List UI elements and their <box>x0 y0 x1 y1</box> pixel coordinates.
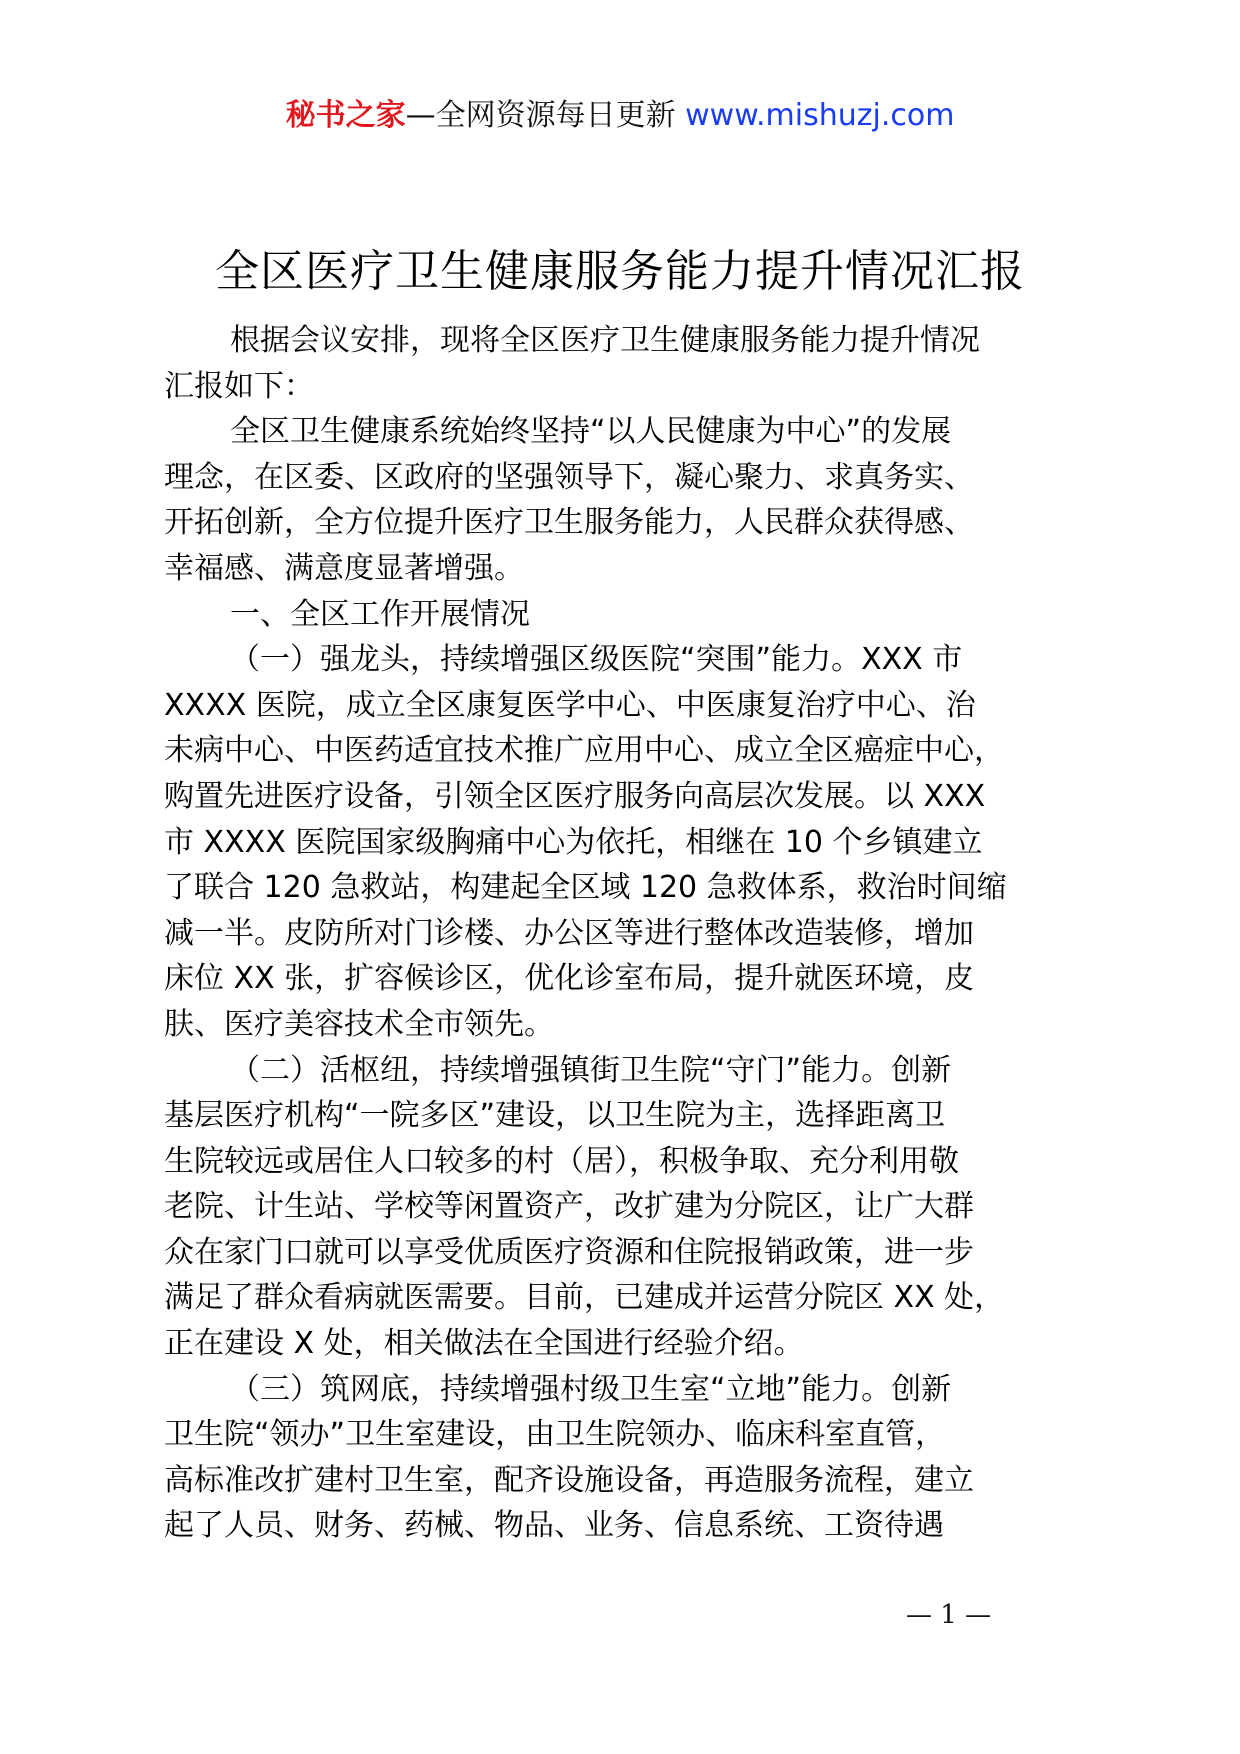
paragraph-line: 未病中心、中医药适宜技术推广应用中心、成立全区癌症中心， <box>164 733 1004 769</box>
paragraph-line: 开拓创新，全方位提升医疗卫生服务能力，人民群众获得感、 <box>164 505 974 541</box>
section-heading: 一、全区工作开展情况 <box>230 596 530 632</box>
paragraph-line: 正在建设 X 处，相关做法在全国进行经验介绍。 <box>164 1326 804 1362</box>
document-title: 全区医疗卫生健康服务能力提升情况汇报 <box>215 246 1025 297</box>
paragraph-line: 老院、计生站、学校等闲置资产，改扩建为分院区，让广大群 <box>164 1189 974 1225</box>
document-body <box>164 318 1104 1549</box>
paragraph-line: 众在家门口就可以享受优质医疗资源和住院报销政策，进一步 <box>164 1234 974 1270</box>
paragraph-line: 汇报如下： <box>164 368 314 404</box>
paragraph-line: 减一半。皮防所对门诊楼、办公区等进行整体改造装修，增加 <box>164 915 974 951</box>
paragraph-line: 生院较远或居住人口较多的村（居），积极争取、充分利用敬 <box>164 1143 959 1179</box>
paragraph-line: （三）筑网底，持续增强村级卫生室“立地”能力。创新 <box>230 1371 952 1407</box>
site-url-link[interactable]: www.mishuzj.com <box>685 98 955 133</box>
paragraph-line: 购置先进医疗设备，引领全区医疗服务向高层次发展。以 XXX <box>164 778 986 814</box>
site-tagline: —全网资源每日更新 <box>405 98 686 133</box>
paragraph-line: 床位 XX 张，扩容候诊区，优化诊室布局，提升就医环境，皮 <box>164 961 975 997</box>
paragraph-line: 市 XXXX 医院国家级胸痛中心为依托，相继在 10 个乡镇建立 <box>164 824 983 860</box>
paragraph-line: 了联合 120 急救站，构建起全区域 120 急救体系，救治时间缩 <box>164 870 1007 906</box>
site-banner <box>0 96 1240 136</box>
paragraph-line: 卫生院“领办”卫生室建设，由卫生院领办、临床科室直管， <box>164 1417 946 1453</box>
paragraph-line: 根据会议安排，现将全区医疗卫生健康服务能力提升情况 <box>230 323 980 358</box>
paragraph-line: 基层医疗机构“一院多区”建设，以卫生院为主，选择距离卫 <box>164 1098 946 1134</box>
paragraph-line: 肤、医疗美容技术全市领先。 <box>164 1006 554 1042</box>
page-number: — 1 — <box>906 1600 992 1630</box>
site-brand: 秘书之家 <box>285 98 406 133</box>
paragraph-line: 幸福感、满意度显著增强。 <box>164 550 524 586</box>
paragraph-line: 全区卫生健康系统始终坚持“以人民健康为中心”的发展 <box>230 414 952 450</box>
paragraph-line: （一）强龙头，持续增强区级医院“突围”能力。XXX 市 <box>230 642 963 678</box>
paragraph-line: 满足了群众看病就医需要。目前，已建成并运营分院区 XX 处， <box>164 1280 1005 1316</box>
paragraph-line: 理念，在区委、区政府的坚强领导下，凝心聚力、求真务实、 <box>164 459 974 495</box>
paragraph-line: 高标准改扩建村卫生室，配齐设施设备，再造服务流程，建立 <box>164 1462 974 1498</box>
paragraph-line: 起了人员、财务、药械、物品、业务、信息系统、工资待遇 <box>164 1508 944 1544</box>
paragraph-line: （二）活枢纽，持续增强镇街卫生院“守门”能力。创新 <box>230 1052 952 1088</box>
paragraph-line: XXXX 医院，成立全区康复医学中心、中医康复治疗中心、治 <box>164 687 976 723</box>
